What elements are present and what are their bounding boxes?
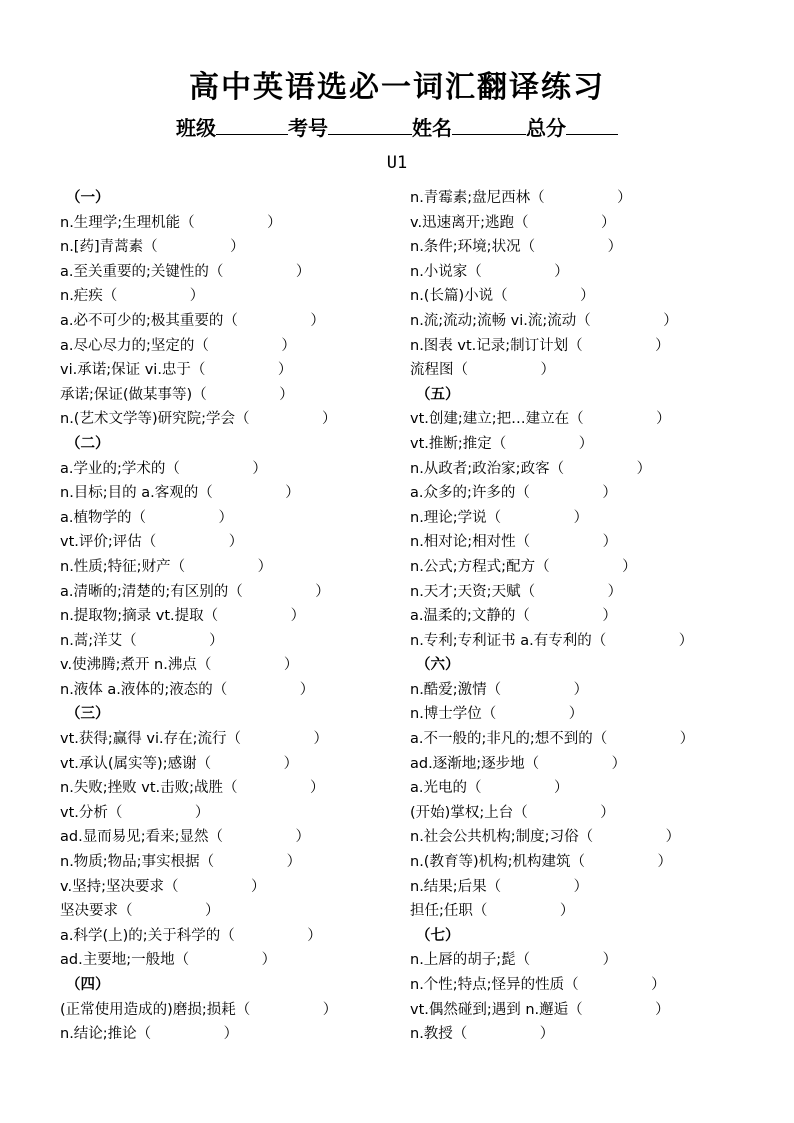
exam-no-label: 考号 [288, 116, 328, 140]
vocab-item[interactable]: n.专利;专利证书 a.有专利的（ ） [410, 632, 694, 649]
vocab-item[interactable]: n.个性;特点;怪异的性质（ ） [410, 977, 666, 993]
vocab-item[interactable]: n.博士学位（ ） [410, 706, 584, 723]
vocab-item[interactable]: vt.获得;赢得 vi.存在;流行（ ） [60, 731, 328, 748]
vocab-item[interactable]: n.小说家（ ） [410, 263, 569, 280]
name-label: 姓名 [412, 116, 452, 140]
vocab-item[interactable]: n.(艺术文学等)研究院;学会（ ） [60, 411, 337, 428]
vocab-item[interactable]: 担任;任职（ ） [410, 903, 575, 920]
vocab-item[interactable]: n.[药]青蒿素（ ） [60, 239, 245, 256]
score-label: 总分 [526, 116, 566, 140]
vocab-item[interactable]: a.必不可少的;极其重要的（ ） [60, 312, 325, 329]
vocab-item[interactable]: vi.承诺;保证 vi.忠于（ ） [60, 362, 293, 379]
vocab-item[interactable]: n.提取物;摘录 vt.提取（ ） [60, 608, 306, 625]
section-heading: （五） [416, 386, 460, 403]
vocab-item[interactable]: (开始)掌权;上台（ ） [410, 804, 615, 821]
section-heading: （六） [416, 657, 460, 674]
vocab-item[interactable]: n.条件;环境;状况（ ） [410, 239, 623, 256]
vocab-item[interactable]: vt.评价;评估（ ） [60, 534, 244, 551]
exam-no-blank[interactable] [328, 116, 412, 135]
vocab-item[interactable]: ad.显而易见;看来;显然（ ） [60, 829, 310, 846]
vocab-item[interactable]: n.天才;天资;天赋（ ） [410, 583, 623, 600]
vocab-item[interactable]: n.(教育等)机构;机构建筑（ ） [410, 854, 672, 871]
vocab-item[interactable]: n.结果;后果（ ） [410, 878, 589, 895]
vocab-item[interactable]: n.疟疾（ ） [60, 288, 205, 305]
vocab-item[interactable]: n.(长篇)小说（ ） [410, 288, 595, 305]
vocab-item[interactable]: a.光电的（ ） [410, 780, 569, 797]
vocab-item[interactable]: a.植物学的（ ） [60, 509, 233, 526]
vocab-item[interactable]: a.不一般的;非凡的;想不到的（ ） [410, 731, 695, 748]
vocab-item[interactable]: vt.分析（ ） [60, 804, 210, 821]
vocab-item[interactable]: vt.偶然碰到;遇到 n.邂逅（ ） [410, 1001, 670, 1018]
vocab-item[interactable]: v.迅速离开;逃跑（ ） [410, 214, 616, 231]
vocab-item[interactable]: n.酷爱;激情（ ） [410, 681, 589, 698]
worksheet-title: 高中英语选必一词汇翻译练习 [189, 70, 605, 105]
vocab-item[interactable]: n.青霉素;盘尼西林（ ） [410, 190, 632, 206]
vocab-item[interactable]: n.物质;物品;事实根据（ ） [60, 854, 302, 871]
vocab-item[interactable]: n.流;流动;流畅 vi.流;流动（ ） [410, 312, 678, 329]
vocab-item[interactable]: n.上唇的胡子;髭（ ） [410, 952, 618, 969]
vocab-item[interactable]: v.坚持;坚决要求（ ） [60, 878, 266, 895]
class-blank[interactable] [216, 116, 288, 135]
vocab-item[interactable]: v.使沸腾;煮开 n.沸点（ ） [60, 657, 299, 674]
vocab-item[interactable]: a.尽心尽力的;坚定的（ ） [60, 337, 296, 354]
vocab-item[interactable]: n.理论;学说（ ） [410, 509, 589, 526]
vocab-item[interactable]: n.教授（ ） [410, 1026, 555, 1043]
vocab-item[interactable]: n.失败;挫败 vt.击败;战胜（ ） [60, 780, 325, 797]
vocab-item[interactable]: n.相对论;相对性（ ） [410, 534, 618, 551]
vocab-item[interactable]: n.生理学;生理机能（ ） [60, 214, 282, 231]
vocab-item[interactable]: 承诺;保证(做某事等)（ ） [60, 386, 294, 403]
vocab-item[interactable]: n.社会公共机构;制度;习俗（ ） [410, 829, 681, 846]
vocab-item[interactable]: a.众多的;许多的（ ） [410, 485, 617, 502]
vocab-item[interactable]: n.目标;目的 a.客观的（ ） [60, 485, 300, 502]
score-blank[interactable] [566, 116, 618, 135]
vocab-item[interactable]: ad.主要地;一般地（ ） [60, 952, 277, 969]
vocab-item[interactable]: vt.承认(属实等);感谢（ ） [60, 755, 299, 772]
section-heading: （七） [416, 927, 460, 944]
vocab-item[interactable]: n.公式;方程式;配方（ ） [410, 558, 637, 575]
vocab-item[interactable]: vt.推断;推定（ ） [410, 435, 594, 452]
right-column [410, 186, 694, 1047]
vocab-item[interactable]: ad.逐渐地;逐步地（ ） [410, 755, 627, 772]
vocab-item[interactable]: a.清晰的;清楚的;有区别的（ ） [60, 583, 330, 600]
vocab-item[interactable]: vt.创建;建立;把…建立在（ ） [410, 411, 671, 428]
vocab-item[interactable]: 流程图（ ） [410, 362, 555, 379]
section-heading: （四） [66, 977, 110, 993]
student-info-line [0, 112, 794, 141]
unit-heading: U1 [386, 153, 408, 173]
left-column [60, 186, 337, 1047]
class-label: 班级 [176, 116, 216, 140]
section-heading: （二） [66, 435, 110, 452]
name-blank[interactable] [452, 116, 526, 135]
vocab-item[interactable]: a.学业的;学术的（ ） [60, 460, 267, 477]
vocab-item[interactable]: n.蒿;洋艾（ ） [60, 632, 224, 649]
vocab-item[interactable]: n.从政者;政治家;政客（ ） [410, 460, 652, 477]
vocab-item[interactable]: a.至关重要的;关键性的（ ） [60, 263, 311, 280]
vocab-item[interactable]: n.液体 a.液体的;液态的（ ） [60, 681, 315, 698]
vocab-item[interactable]: a.科学(上)的;关于科学的（ ） [60, 927, 322, 944]
section-heading: （一） [66, 190, 110, 206]
vocab-item[interactable]: a.温柔的;文静的（ ） [410, 608, 617, 625]
vocab-item[interactable]: (正常使用造成的)磨损;损耗（ ） [60, 1001, 338, 1018]
section-heading: （三） [66, 706, 110, 723]
vocab-item[interactable]: n.图表 vt.记录;制订计划（ ） [410, 337, 670, 354]
vocab-item[interactable]: 坚决要求（ ） [60, 903, 220, 920]
vocab-item[interactable]: n.结论;推论（ ） [60, 1026, 239, 1043]
vocab-item[interactable]: n.性质;特征;财产（ ） [60, 558, 273, 575]
